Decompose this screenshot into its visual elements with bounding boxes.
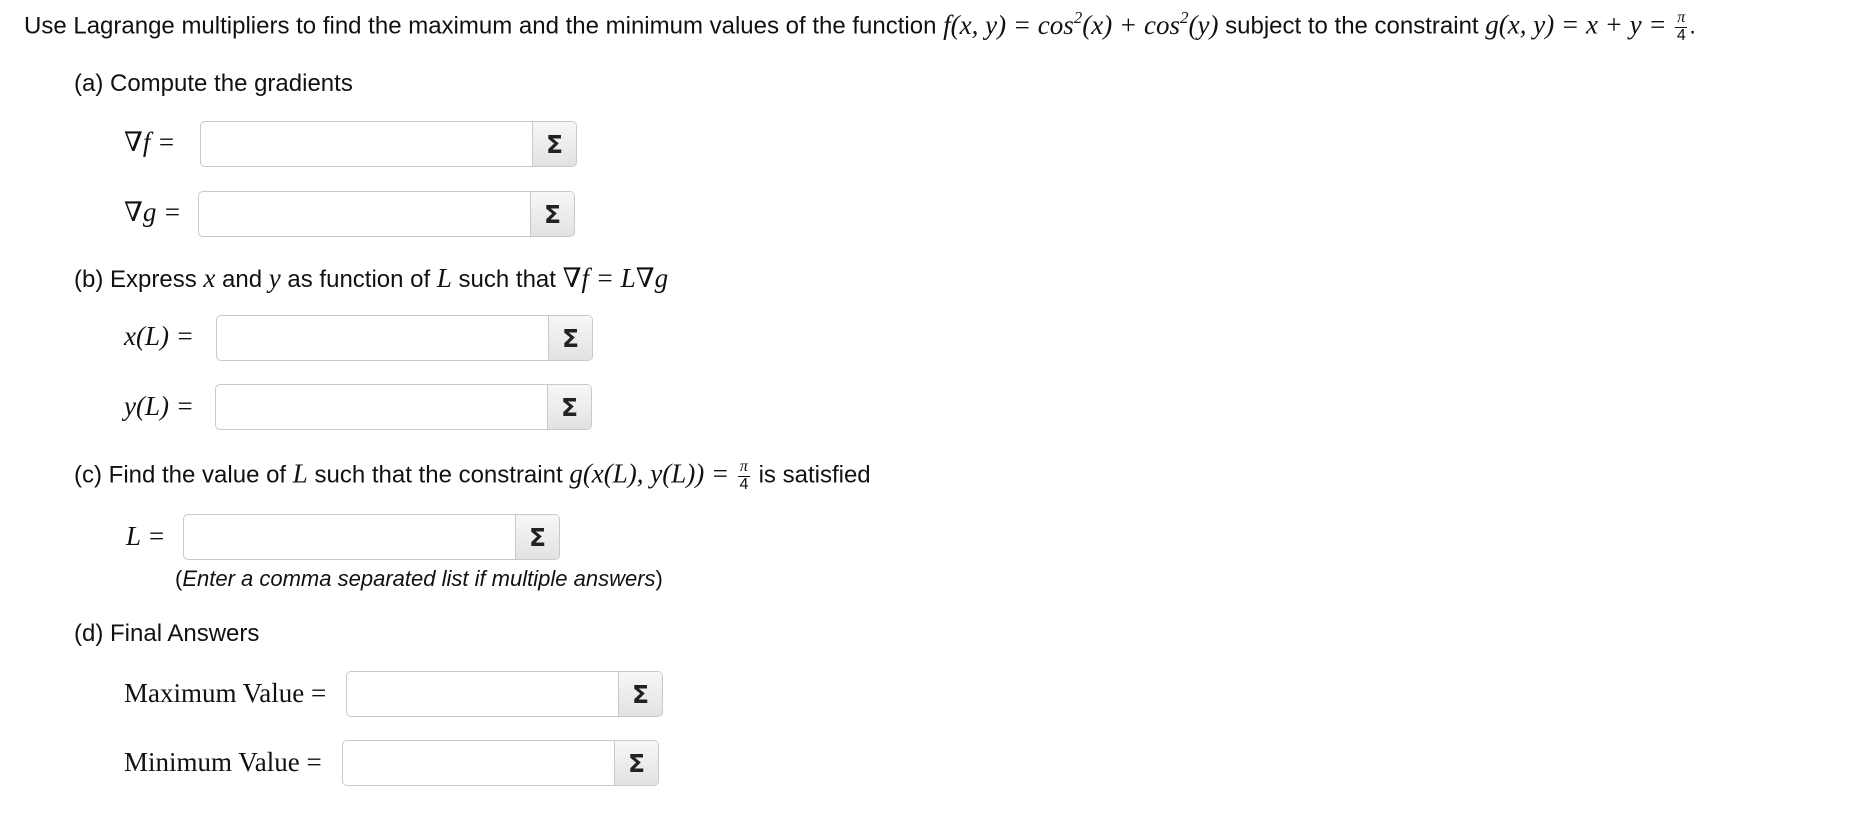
max-value-label: Maximum Value = — [124, 678, 327, 708]
grad-f-input[interactable] — [201, 122, 532, 166]
x-of-L-field — [216, 315, 593, 361]
L-label: L = — [126, 521, 166, 551]
min-value-label: Minimum Value = — [124, 747, 322, 777]
min-value-sigma-icon[interactable]: Σ — [614, 741, 658, 785]
part-c-equation: g(x(L), y(L)) = — [569, 458, 730, 489]
x-of-L-label: x(L) = — [124, 321, 194, 351]
fraction-numerator: π — [1677, 9, 1686, 26]
L-field — [183, 514, 560, 560]
L-input[interactable] — [184, 515, 515, 559]
problem-statement — [24, 7, 1696, 45]
part-b-such-that: such that — [458, 266, 556, 293]
L-hint-open: ( — [175, 566, 183, 591]
grad-g-label-text: ∇g = — [124, 197, 182, 227]
max-value-sigma-icon[interactable]: Σ — [618, 672, 662, 716]
constraint-fraction — [1675, 10, 1687, 45]
function-expression: f(x, $y) = \cos^2(x) + \cos^2(y)$ — [943, 7, 1219, 40]
part-c-suffix: is satisfied — [758, 461, 871, 489]
L-hint — [175, 566, 663, 592]
part-c-fraction-numerator: π — [739, 458, 748, 475]
part-c-fraction — [738, 459, 750, 494]
statement-period: . — [1689, 12, 1696, 40]
max-value-input[interactable] — [347, 672, 618, 716]
L-hint-text: Enter a comma separated list if multiple answers — [182, 566, 656, 591]
part-d-title: (d) Final Answers — [74, 620, 260, 647]
y-of-L-field — [215, 384, 592, 430]
grad-g-sigma-icon[interactable]: Σ — [530, 192, 574, 236]
part-c-title — [74, 459, 871, 494]
constraint-expression: g(x, y) = x + y = — [1485, 9, 1667, 40]
y-of-L-input[interactable] — [216, 385, 547, 429]
grad-g-field — [198, 191, 575, 237]
part-b-as-function: as function of — [287, 266, 431, 293]
L-sigma-icon[interactable]: Σ — [515, 515, 559, 559]
part-c-fraction-denominator: 4 — [739, 475, 749, 493]
part-b-var-L: L — [436, 263, 452, 293]
part-b-var-y: y — [268, 263, 281, 293]
y-of-L-sigma-icon[interactable]: Σ — [547, 385, 591, 429]
grad-g-input[interactable] — [199, 192, 530, 236]
min-value-field — [342, 740, 659, 786]
grad-f-sigma-icon[interactable]: Σ — [532, 122, 576, 166]
part-c-var-L: L — [292, 458, 308, 489]
grad-f-label-text: ∇f = — [124, 127, 176, 157]
L-hint-close: ) — [655, 566, 663, 591]
part-b-and: and — [222, 266, 263, 293]
grad-g-label — [124, 199, 181, 226]
min-value-input[interactable] — [343, 741, 614, 785]
part-b-prefix: (b) Express — [74, 266, 197, 293]
x-of-L-input[interactable] — [217, 316, 548, 360]
part-b-title — [74, 265, 668, 292]
x-of-L-sigma-icon[interactable]: Σ — [548, 316, 592, 360]
max-value-field — [346, 671, 663, 717]
problem-intro: Use Lagrange multipliers to find the maximum and the minimum values of the function — [24, 12, 937, 40]
part-b-equation: ∇f = L∇g — [562, 263, 669, 293]
part-c-mid: such that the constraint — [314, 461, 563, 489]
constraint-text: subject to the constraint — [1225, 12, 1479, 40]
fraction-denominator: 4 — [1676, 26, 1686, 44]
grad-f-field — [200, 121, 577, 167]
y-of-L-label: y(L) = — [124, 391, 194, 421]
part-b-var-x: x — [203, 263, 216, 293]
grad-f-label — [124, 129, 175, 156]
part-c-prefix: (c) Find the value of — [74, 461, 287, 489]
part-a-title: (a) Compute the gradients — [74, 70, 353, 97]
